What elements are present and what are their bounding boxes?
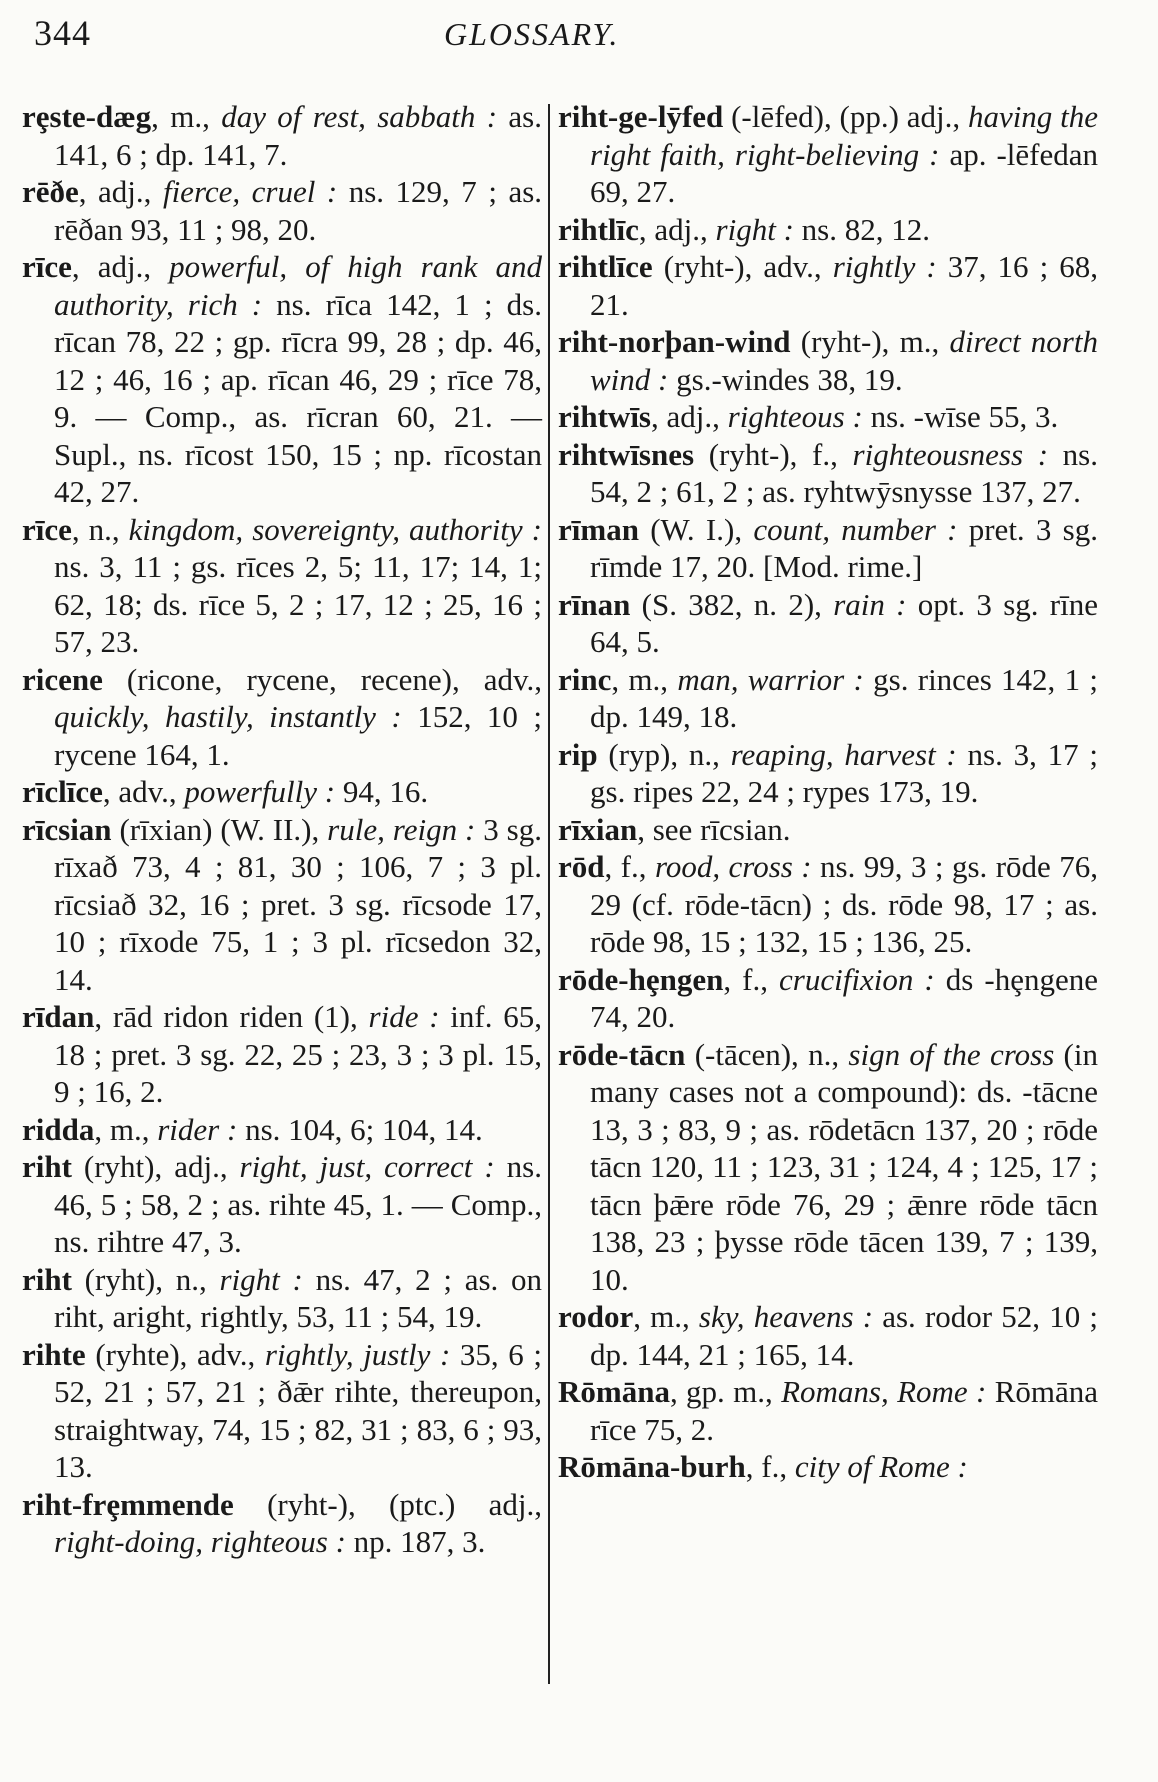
references: 94, 16.	[335, 774, 429, 809]
references: ns. 129, 7 ; as. rēðan 93, 11 ; 98, 20.	[54, 174, 543, 247]
grammar-info: , adj.,	[78, 174, 163, 209]
references: 152, 10 ; rycene 164, 1.	[54, 699, 542, 772]
definition: sky, heavens :	[698, 1299, 874, 1334]
definition: direct north wind :	[590, 324, 1098, 397]
page-number: 344	[34, 13, 91, 53]
grammar-info: , f.,	[723, 961, 780, 997]
references: gs. rinces 142, 1 ; dp. 149, 18.	[590, 661, 1098, 734]
headword: rihtwīsnes	[558, 436, 695, 472]
glossary-entry	[558, 511, 1098, 586]
definition: rule, reign :	[327, 811, 476, 847]
definition: rider :	[157, 1111, 238, 1147]
glossary-entry	[22, 998, 542, 1111]
headword: ricene	[22, 661, 103, 697]
definition: powerful, of high rank and authority, rich :	[54, 249, 542, 322]
headword: rihtwīs	[558, 399, 651, 434]
definition: having the right faith, right-believing :	[590, 99, 1098, 172]
definition: rightly :	[832, 249, 937, 284]
headword: rīclīce	[22, 774, 103, 809]
glossary-entry	[22, 1336, 542, 1486]
headword: rihtlīc	[558, 211, 639, 247]
references: inf. 65, 18 ; pret. 3 sg. 22, 25 ; 23, 3 ; 3 pl. 15, 9 ; 16, 2.	[54, 999, 542, 1109]
glossary-entry	[558, 98, 1098, 211]
glossary-entry	[558, 1373, 1098, 1448]
headword: riht	[22, 1149, 72, 1184]
headword: rīxian	[558, 811, 638, 847]
grammar-info: (ryht), adj.,	[71, 1149, 240, 1184]
references: ns. 82, 12.	[793, 211, 930, 247]
definition: city of Rome :	[794, 1449, 968, 1484]
grammar-info: , adj.,	[651, 399, 728, 434]
references: ns. 3, 17 ; gs. ripes 22, 24 ; rypes 173, 19.	[590, 736, 1098, 809]
definition: right, just, correct :	[239, 1149, 495, 1184]
page-title: GLOSSARY.	[444, 16, 620, 52]
grammar-info: , m.,	[611, 661, 678, 697]
references: ns. rīca 142, 1 ; ds. rīcan 78, 22 ; gp. rīcra 99, 28 ; dp. 46, 12 ; 46, 16 ; ap. rīcan 46, 29 ; rīce 78, 9. — Comp., as. rīcran 60, 21. — Supl., ns. rīcost 150, 15 ; np. rīcostan 42, 27.	[54, 286, 542, 509]
headword: Rōmāna	[558, 1374, 670, 1409]
references: np. 187, 3.	[345, 1524, 486, 1559]
headword: rīce	[22, 511, 72, 547]
references: 37, 16 ; 68, 21.	[590, 249, 1098, 322]
definition: Romans, Rome :	[781, 1374, 987, 1409]
references: as. 141, 6 ; dp. 141, 7.	[54, 99, 542, 172]
glossary-entry	[22, 173, 542, 248]
grammar-info: (ryht), n.,	[71, 1261, 220, 1297]
grammar-info: , adv.,	[102, 774, 185, 809]
headword: rōde-tācn	[558, 1036, 686, 1072]
grammar-info: (ryht-), m.,	[790, 324, 950, 359]
headword: Rōmāna-burh	[558, 1449, 746, 1484]
glossary-entry	[558, 811, 1098, 849]
references: rīcsian.	[700, 811, 791, 847]
headword: riht	[22, 1261, 72, 1297]
right-column	[558, 98, 1098, 1486]
definition: sign of the cross	[848, 1036, 1055, 1072]
glossary-entry	[558, 436, 1098, 511]
glossary-entry	[558, 1036, 1098, 1299]
headword: rēðe	[22, 174, 79, 209]
definition: crucifixion :	[779, 961, 935, 997]
grammar-info: (rīxian) (W. II.),	[111, 811, 328, 847]
grammar-info: , m.,	[151, 99, 222, 134]
grammar-info: , n.,	[71, 511, 129, 547]
grammar-info: (ricone, rycene, recene), adv.,	[102, 661, 542, 697]
definition: rain :	[833, 586, 907, 622]
grammar-info: (ryht-), adv.,	[652, 249, 833, 284]
glossary-entry	[22, 98, 542, 173]
column-divider	[548, 104, 550, 1684]
grammar-info: , see	[637, 811, 701, 847]
definition: kingdom, sovereignty, authority :	[128, 511, 542, 547]
grammar-info: , m.,	[633, 1299, 699, 1334]
definition: rightly, justly :	[264, 1336, 451, 1372]
headword: rodor	[558, 1299, 634, 1334]
headword: riht-ge-lӯfed	[558, 99, 724, 134]
grammar-info: , f.,	[604, 849, 655, 884]
references: 35, 6 ; 52, 21 ; 57, 21 ; ðǣr rihte, thereupon, straightway, 74, 15 ; 82, 31 ; 83, 6 ; 93, 13.	[54, 1336, 542, 1484]
definition: righteous :	[727, 399, 863, 434]
references: (in many cases not a compound): ds. -tācne 13, 3 ; 83, 9 ; as. rōdetācn 137, 20 ; rōde tācn 120, 11 ; 123, 31 ; 124, 4 ; 125, 17 ; tācn þǣre rōde 76, 29 ; ǣnre rōde tācn 138, 23 ; þysse rōde tācen 139, 7 ; 139, 10.	[590, 1036, 1098, 1297]
grammar-info: , adj.,	[638, 211, 716, 247]
glossary-entry	[22, 1148, 542, 1261]
definition: day of rest, sabbath :	[221, 99, 498, 134]
grammar-info: (-tācen), n.,	[685, 1036, 849, 1072]
grammar-info: (S. 382, n. 2),	[630, 586, 834, 622]
headword: riht-frȩmmende	[22, 1486, 234, 1522]
references: 3 sg. rīxað 73, 4 ; 81, 30 ; 106, 7 ; 3 pl. rīcsiað 32, 16 ; pret. 3 sg. rīcsode 17, 10 ; rīxode 75, 1 ; 3 pl. rīcsedon 32, 14.	[54, 811, 542, 997]
grammar-info: , m.,	[94, 1111, 158, 1147]
glossary-entry	[22, 1111, 542, 1149]
headword: rōde-hȩngen	[558, 961, 724, 997]
references: as. rodor 52, 10 ; dp. 144, 21 ; 165, 14.	[590, 1299, 1098, 1372]
glossary-entry	[558, 1448, 1098, 1486]
grammar-info: (ryht-), (ptc.) adj.,	[233, 1486, 542, 1522]
glossary-entry	[558, 211, 1098, 249]
definition: count, number :	[753, 511, 958, 547]
glossary-entry	[22, 248, 542, 511]
headword: rīdan	[22, 999, 95, 1034]
grammar-info: , rād ridon riden (1),	[94, 999, 369, 1034]
references: ns. 104, 6; 104, 14.	[237, 1111, 483, 1147]
definition: right :	[715, 211, 794, 247]
glossary-entry	[22, 661, 542, 774]
definition: reaping, harvest :	[730, 736, 957, 772]
definition: right-doing, righteous :	[54, 1524, 346, 1559]
headword: rīman	[558, 511, 639, 547]
references: ns. 47, 2 ; as. on riht, aright, rightly, 53, 11 ; 54, 19.	[54, 1261, 542, 1334]
glossary-entry	[22, 1486, 542, 1561]
references: ns. 54, 2 ; 61, 2 ; as. ryhtwӯsnysse 137, 27.	[590, 436, 1098, 509]
headword: rinc	[558, 661, 612, 697]
definition: man, warrior :	[677, 661, 864, 697]
headword: rihtlīce	[558, 249, 653, 284]
references: ns. 3, 11 ; gs. rīces 2, 5; 11, 17; 14, 1; 62, 18; ds. rīce 5, 2 ; 17, 12 ; 25, 16 ; 57, 23.	[54, 549, 542, 659]
definition: righteousness :	[852, 436, 1049, 472]
references: Rōmāna rīce 75, 2.	[590, 1374, 1098, 1447]
references: ns. 46, 5 ; 58, 2 ; as. rihte 45, 1. — Comp., ns. rihtre 47, 3.	[54, 1149, 542, 1259]
left-column	[22, 98, 542, 1561]
references: pret. 3 sg. rīmde 17, 20. [Mod. rime.]	[590, 511, 1098, 584]
references: ns. -wīse 55, 3.	[862, 399, 1059, 434]
headword: rōd	[558, 849, 605, 884]
headword: ridda	[22, 1111, 95, 1147]
grammar-info: (ryhte), adv.,	[85, 1336, 265, 1372]
glossary-entry	[558, 248, 1098, 323]
references: ap. -lēfedan 69, 27.	[590, 136, 1099, 209]
glossary-entry	[558, 661, 1098, 736]
glossary-entry	[558, 1298, 1098, 1373]
glossary-entry	[558, 323, 1098, 398]
references: gs.-windes 38, 19.	[668, 361, 903, 397]
grammar-info: (W. I.),	[638, 511, 754, 547]
glossary-entry	[22, 811, 542, 999]
grammar-info: , adj.,	[71, 249, 170, 284]
page-header	[34, 12, 1094, 62]
headword: rīnan	[558, 586, 631, 622]
definition: quickly, hastily, instantly :	[54, 699, 402, 734]
glossary-entry	[22, 511, 542, 661]
definition: right :	[219, 1261, 303, 1297]
grammar-info: , f.,	[745, 1449, 795, 1484]
definition: rood, cross :	[654, 849, 812, 884]
references: ds -hȩngene 74, 20.	[590, 961, 1099, 1034]
grammar-info: (-lēfed), (pp.) adj.,	[723, 99, 968, 134]
references: opt. 3 sg. rīne 64, 5.	[590, 586, 1099, 659]
glossary-entry	[558, 848, 1098, 961]
headword: rip	[558, 736, 598, 772]
definition: fierce, cruel :	[162, 174, 338, 209]
grammar-info: (ryht-), f.,	[694, 436, 853, 472]
definition: powerfully :	[184, 774, 336, 809]
headword: rȩste-dæg	[22, 99, 152, 134]
grammar-info: (ryp), n.,	[597, 736, 731, 772]
glossary-entry	[558, 398, 1098, 436]
glossary-entry	[558, 736, 1098, 811]
glossary-entry	[558, 961, 1098, 1036]
headword: rihte	[22, 1336, 86, 1372]
glossary-entry	[22, 773, 542, 811]
references: ns. 99, 3 ; gs. rōde 76, 29 (cf. rōde-tācn) ; ds. rōde 98, 17 ; as. rōde 98, 15 ; 132, 15 ; 136, 25.	[590, 849, 1099, 959]
headword: rīce	[22, 249, 72, 284]
glossary-entry	[22, 1261, 542, 1336]
glossary-entry	[558, 586, 1098, 661]
headword: riht-norþan-wind	[558, 324, 791, 359]
headword: rīcsian	[22, 811, 112, 847]
grammar-info: , gp. m.,	[669, 1374, 782, 1409]
definition: ride :	[368, 999, 440, 1034]
